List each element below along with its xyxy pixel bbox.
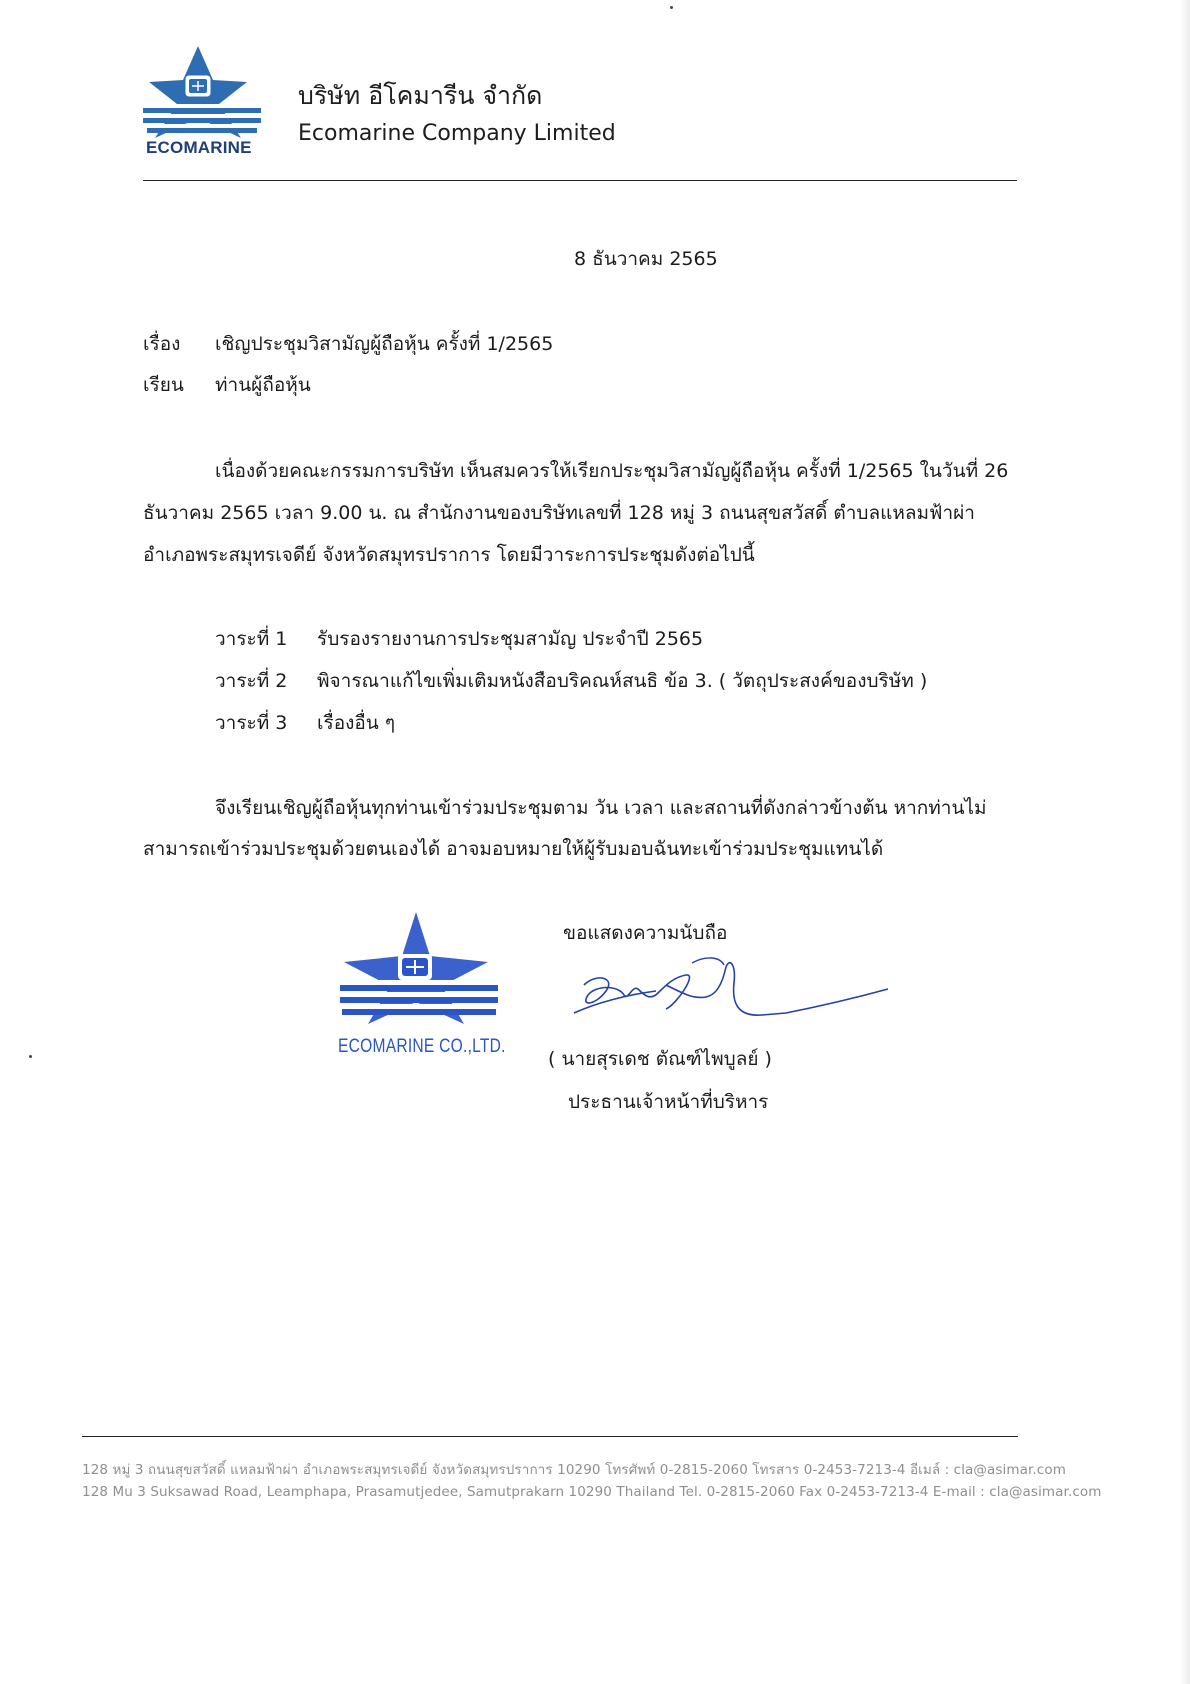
closing-regards: ขอแสดงความนับถือ [563,922,728,944]
scan-speck [29,1055,32,1058]
intro-line: อำเภอพระสมุทรเจดีย์ จังหวัดสมุทรปราการ โดยมีวาระการประชุมดังต่อไปนี้ [143,544,755,566]
recipient-label: เรียน [143,374,184,396]
agenda-label: วาระที่ 3 [215,712,288,734]
handwritten-signature [566,955,896,1035]
logo-wordmark: ECOMARINE [146,138,252,157]
company-name-thai: บริษัท อีโคมารีน จำกัด [298,81,543,110]
company-name-english: Ecomarine Company Limited [298,121,616,146]
agenda-label: วาระที่ 2 [215,670,288,692]
intro-line: เนื่องด้วยคณะกรรมการบริษัท เห็นสมควรให้เรียกประชุมวิสามัญผู้ถือหุ้น ครั้งที่ 1/2565 ในวันที่ 26 [215,460,1009,482]
signer-title: ประธานเจ้าหน้าที่บริหาร [568,1091,769,1113]
agenda-item-text: รับรองรายงานการประชุมสามัญ ประจำปี 2565 [317,628,704,650]
closing-line: สามารถเข้าร่วมประชุมด้วยตนเองได้ อาจมอบหมายให้ผู้รับมอบฉันทะเข้าร่วมประชุมแทนได้ [143,838,884,860]
footer-address-english: 128 Mu 3 Suksawad Road, Leamphapa, Prasamutjedee, Samutprakarn 10290 Thailand Tel. 0-2815-2060 Fax 0-2453-7213-4 E-mail : cla@asimar.com [82,1484,1102,1500]
recipient-text: ท่านผู้ถือหุ้น [215,374,311,396]
closing-line: จึงเรียนเชิญผู้ถือหุ้นทุกท่านเข้าร่วมประชุมตาม วัน เวลา และสถานที่ดังกล่าวข้างต้น หากท่านไม่ [215,797,987,819]
agenda-item-text: เรื่องอื่น ๆ [317,712,396,734]
signer-name: ( นายสุรเดช ตัณฑ์ไพบูลย์ ) [548,1048,772,1070]
scan-shadow-edge [1180,0,1190,1684]
letter-date: 8 ธันวาคม 2565 [574,248,718,270]
stamp-caption: ECOMARINE CO.,LTD. [338,1036,506,1057]
header-divider [143,180,1017,181]
subject-text: เชิญประชุมวิสามัญผู้ถือหุ้น ครั้งที่ 1/2565 [215,333,554,355]
company-stamp-icon [338,908,500,1028]
agenda-label: วาระที่ 1 [215,628,288,650]
agenda-item-text: พิจารณาแก้ไขเพิ่มเติมหนังสือบริคณห์สนธิ ข้อ 3. ( วัตถุประสงค์ของบริษัท ) [317,670,928,692]
subject-label: เรื่อง [143,333,181,355]
scan-speck [670,6,673,9]
footer-divider [82,1436,1018,1437]
footer-address-thai: 128 หมู่ 3 ถนนสุขสวัสดิ์ แหลมฟ้าผ่า อำเภอพระสมุทรเจดีย์ จังหวัดสมุทรปราการ 10290 โทรศัพท์ 0-2815-2060 โทรสาร 0-2453-7213-4 อีเมล์ : cla@asimar.com [82,1462,1066,1478]
intro-line: ธันวาคม 2565 เวลา 9.00 น. ณ สำนักงานของบริษัทเลขที่ 128 หมู่ 3 ถนนสุขสวัสดิ์ ตำบลแหลมฟ้าผ่า [143,502,975,524]
